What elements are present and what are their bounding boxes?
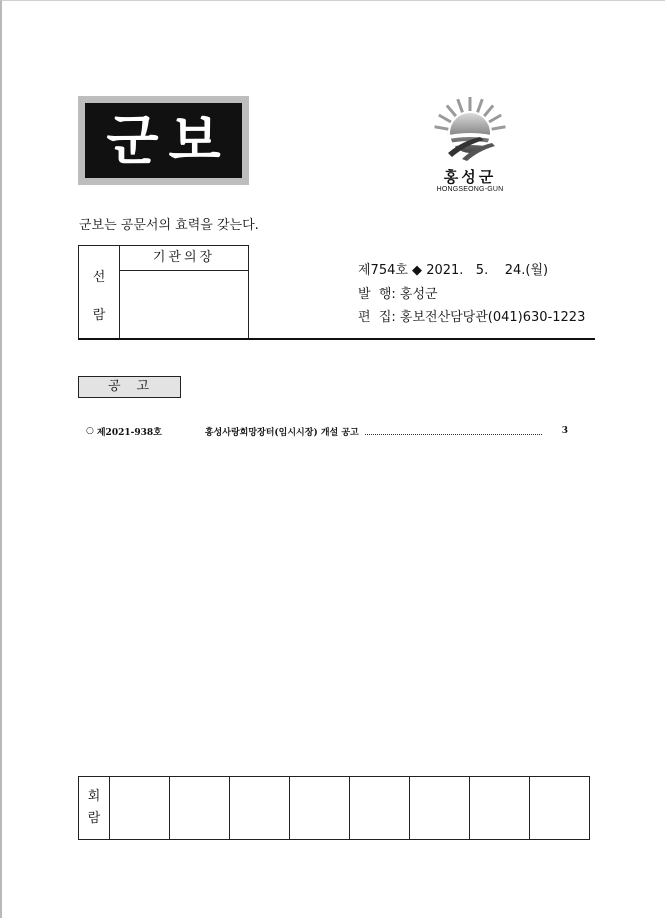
circulation-cell <box>170 777 230 840</box>
circulation-cell <box>470 777 530 840</box>
issue-line: 제754호 ◆ 2021. 5. 24.(월) <box>358 263 549 278</box>
tagline: 군보는 공문서의 효력을 갖는다. <box>79 218 259 233</box>
logo-name-korean: 홍성군 <box>443 168 497 186</box>
circulation-cell <box>230 777 290 840</box>
toc-page: 3 <box>561 426 568 436</box>
circulation-label <box>79 777 110 840</box>
circulation-label-top: 회 <box>87 789 101 804</box>
circulation-label-bottom: 람 <box>87 811 101 826</box>
toc-leader-dots <box>365 427 542 435</box>
header-divider <box>78 338 595 340</box>
toc-number: 제2021-938호 <box>96 427 162 438</box>
gazette-title: 군보 <box>106 108 231 172</box>
circulation-cell <box>350 777 410 840</box>
approval-header: 기관의장 <box>120 246 248 271</box>
toc-title[interactable]: 홍성사랑희망장터(임시시장) 개설 공고 <box>204 427 359 438</box>
approval-label-bottom: 람 <box>92 308 106 323</box>
publisher-line: 발 행: 홍성군 <box>358 287 438 302</box>
gazette-title-block <box>78 96 249 185</box>
gazette-title-inner <box>85 103 242 178</box>
circulation-cell <box>530 777 590 840</box>
approval-label-top: 선 <box>92 270 106 285</box>
logo-name-roman: HONGSEONG-GUN <box>436 186 504 193</box>
circulation-cell <box>290 777 350 840</box>
toc-entry[interactable] <box>86 424 568 438</box>
approval-box <box>78 245 249 339</box>
circulation-cell <box>110 777 170 840</box>
circulation-cell <box>410 777 470 840</box>
section-label: 공고 <box>78 376 181 398</box>
toc-bullet: ○ <box>86 426 94 436</box>
approval-label-column <box>79 246 120 338</box>
editor-line: 편 집: 홍보전산담당관(041)630-1223 <box>358 310 586 325</box>
circulation-table <box>78 776 590 840</box>
